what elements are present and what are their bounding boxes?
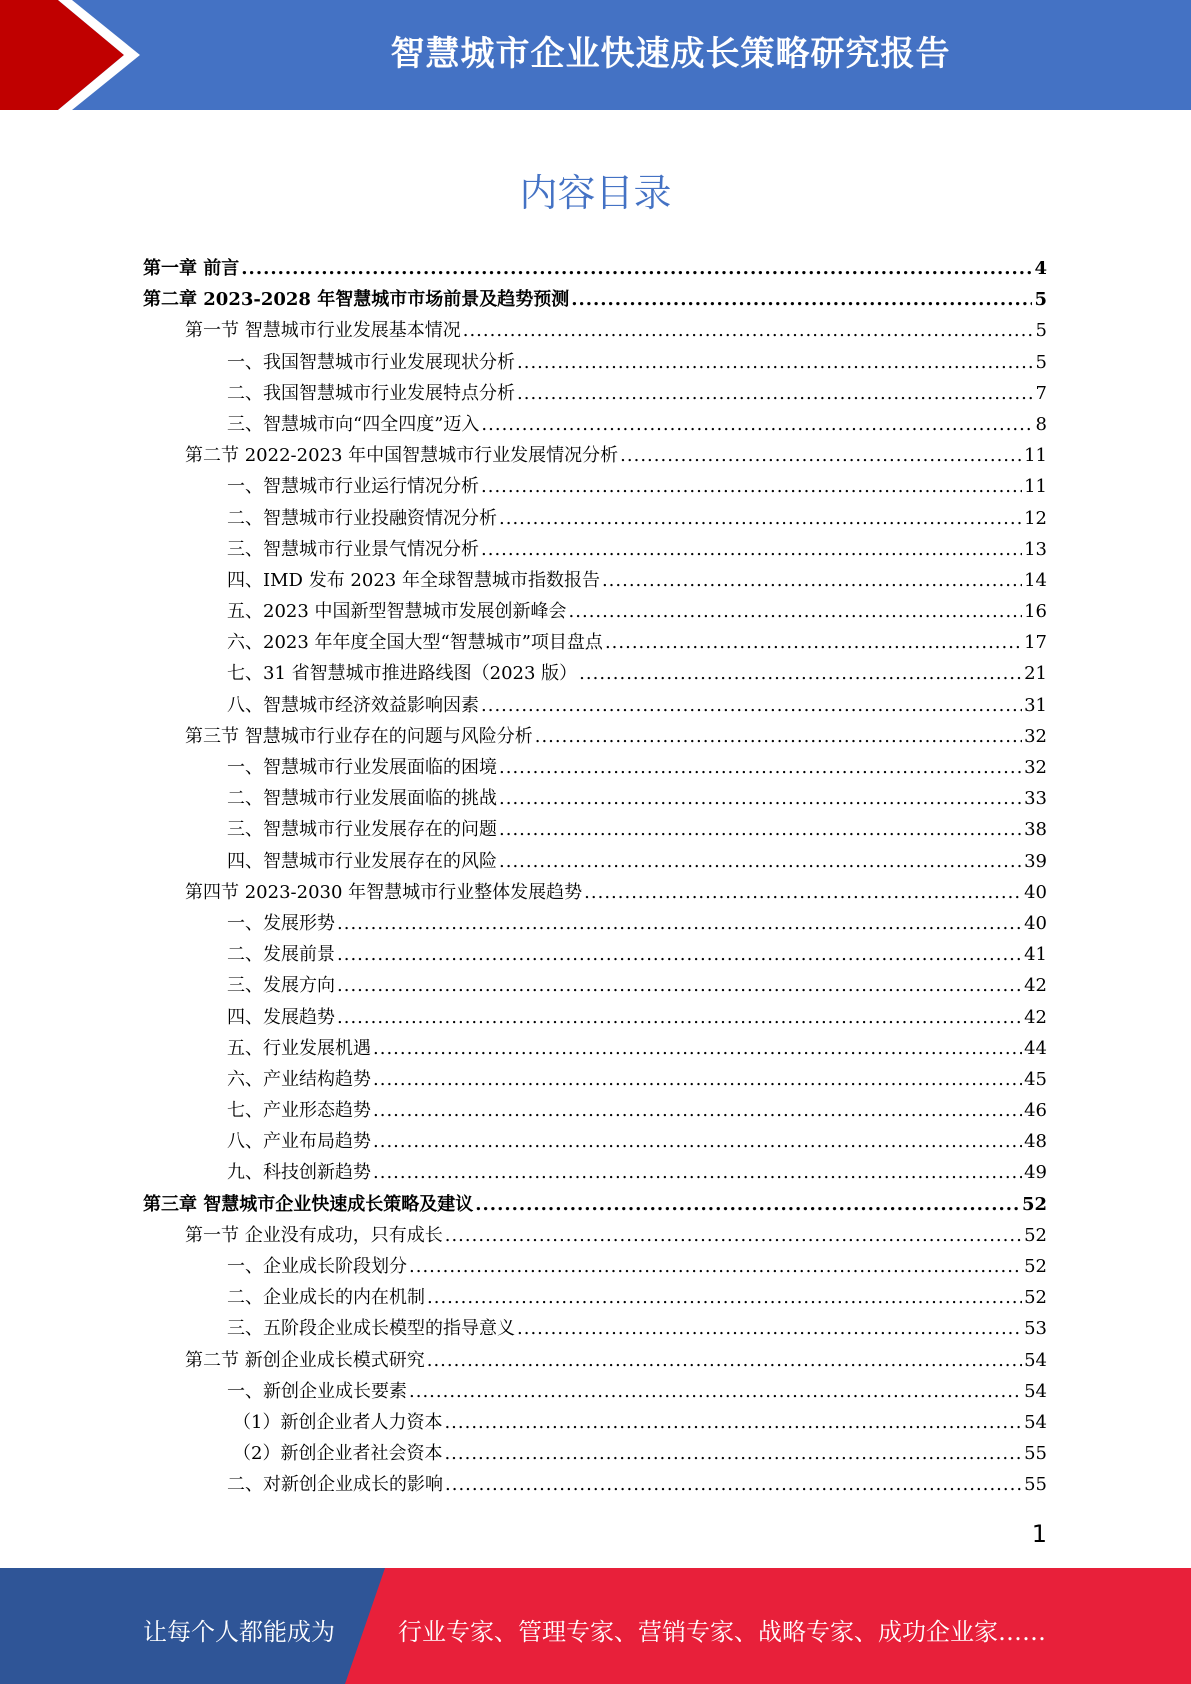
toc-entry[interactable]: [143, 1346, 1047, 1377]
toc-entry[interactable]: [143, 1096, 1047, 1127]
footer-slogan-right: 行业专家、管理专家、营销专家、战略专家、成功企业家……: [398, 1618, 1046, 1646]
toc-entry-page: 55: [1024, 1474, 1047, 1496]
table-of-contents: [143, 254, 1047, 1502]
toc-entry[interactable]: [143, 472, 1047, 503]
toc-dot-leader: [569, 601, 1023, 622]
toc-entry-page: 4: [1034, 258, 1047, 279]
toc-entry-page: 52: [1021, 1193, 1047, 1215]
toc-dot-leader: [602, 570, 1022, 591]
toc-entry-page: 38: [1024, 819, 1047, 841]
toc-entry[interactable]: [143, 659, 1047, 690]
toc-entry-title: 第四节 2023-2030 年智慧城市行业整体发展趋势: [185, 881, 583, 903]
toc-dot-leader: [481, 476, 1022, 497]
toc-dot-leader: [463, 320, 1034, 341]
toc-entry-page: 31: [1024, 694, 1047, 716]
toc-dot-leader: [620, 445, 1022, 466]
toc-entry-title: 二、我国智慧城市行业发展特点分析: [227, 382, 515, 404]
toc-entry-page: 52: [1024, 1287, 1047, 1309]
toc-dot-leader: [499, 508, 1022, 529]
toc-entry-title: 第一节 企业没有成功，只有成长: [185, 1224, 443, 1246]
toc-entry[interactable]: [143, 1003, 1047, 1034]
toc-dot-leader: [584, 882, 1022, 903]
toc-entry-page: 54: [1024, 1349, 1047, 1371]
toc-dot-leader: [444, 1443, 1022, 1464]
toc-entry[interactable]: [143, 847, 1047, 878]
toc-entry[interactable]: [143, 940, 1047, 971]
toc-entry-title: 五、行业发展机遇: [227, 1037, 371, 1059]
toc-entry-title: 三、智慧城市向“四全四度”迈入: [227, 413, 480, 435]
toc-entry-page: 42: [1024, 1006, 1047, 1028]
toc-dot-leader: [373, 1038, 1022, 1059]
toc-entry[interactable]: [143, 1190, 1047, 1221]
toc-entry[interactable]: [143, 535, 1047, 566]
toc-entry-title: 第三节 智慧城市行业存在的问题与风险分析: [185, 725, 533, 747]
toc-entry[interactable]: [143, 753, 1047, 784]
toc-entry-page: 45: [1024, 1068, 1047, 1090]
toc-entry-page: 7: [1035, 382, 1047, 404]
report-header: [0, 0, 1191, 110]
toc-entry-page: 33: [1024, 788, 1047, 810]
toc-dot-leader: [241, 258, 1032, 279]
toc-entry[interactable]: [143, 441, 1047, 472]
toc-entry-title: 三、智慧城市行业景气情况分析: [227, 538, 479, 560]
toc-entry-page: 40: [1024, 881, 1047, 903]
report-footer: [0, 1568, 1191, 1684]
toc-entry-page: 14: [1024, 569, 1047, 591]
toc-dot-leader: [481, 414, 1033, 435]
toc-entry-title: 四、智慧城市行业发展存在的风险: [227, 850, 497, 872]
toc-entry-page: 13: [1024, 538, 1047, 560]
toc-entry-page: 16: [1024, 601, 1047, 623]
toc-entry-page: 42: [1024, 975, 1047, 997]
toc-entry[interactable]: [143, 1314, 1047, 1345]
toc-entry-title: （1）新创企业者人力资本: [233, 1411, 443, 1433]
toc-dot-leader: [517, 352, 1034, 373]
toc-entry-title: 一、发展形势: [227, 912, 335, 934]
toc-entry[interactable]: [143, 285, 1047, 316]
toc-entry-page: 11: [1024, 445, 1047, 467]
toc-entry-page: 21: [1024, 663, 1047, 685]
toc-entry-page: 54: [1024, 1380, 1047, 1402]
toc-entry[interactable]: [143, 348, 1047, 379]
toc-entry-title: 一、智慧城市行业运行情况分析: [227, 476, 479, 498]
report-title: 智慧城市企业快速成长策略研究报告: [390, 34, 951, 74]
toc-dot-leader: [373, 1069, 1022, 1090]
toc-entry-title: 一、新创企业成长要素: [227, 1380, 407, 1402]
toc-dot-leader: [499, 788, 1022, 809]
toc-entry-page: 32: [1024, 757, 1047, 778]
toc-dot-leader: [517, 383, 1034, 404]
toc-entry[interactable]: [143, 691, 1047, 722]
toc-dot-leader: [475, 1194, 1020, 1215]
toc-entry-page: 41: [1024, 944, 1047, 966]
toc-entry-page: 52: [1024, 1256, 1047, 1277]
toc-entry[interactable]: [143, 566, 1047, 597]
toc-entry-title: 四、IMD 发布 2023 年全球智慧城市指数报告: [227, 569, 600, 591]
toc-entry[interactable]: [143, 1408, 1047, 1439]
toc-entry-page: 48: [1024, 1131, 1047, 1153]
toc-entry-title: 六、产业结构趋势: [227, 1068, 371, 1090]
toc-entry[interactable]: [143, 1065, 1047, 1096]
toc-entry-page: 40: [1024, 912, 1047, 934]
toc-entry-title: 二、智慧城市行业发展面临的挑战: [227, 788, 497, 810]
toc-dot-leader: [427, 1287, 1022, 1308]
toc-dot-leader: [445, 1474, 1022, 1495]
toc-dot-leader: [481, 695, 1022, 716]
toc-dot-leader: [409, 1256, 1022, 1277]
toc-dot-leader: [445, 1225, 1022, 1246]
toc-entry-page: 8: [1035, 413, 1047, 435]
toc-entry-title: 四、发展趋势: [227, 1006, 335, 1028]
toc-entry-page: 17: [1024, 632, 1047, 654]
toc-entry-title: 二、对新创企业成长的影响: [227, 1474, 443, 1496]
toc-entry-page: 46: [1024, 1100, 1047, 1122]
toc-entry-title: 七、产业形态趋势: [227, 1100, 371, 1122]
toc-dot-leader: [409, 1381, 1022, 1402]
toc-entry-title: 第一章 前言: [143, 258, 240, 279]
toc-entry-title: 七、31 省智慧城市推进路线图（2023 版）: [227, 663, 578, 685]
toc-entry-title: 二、智慧城市行业投融资情况分析: [227, 507, 497, 529]
toc-entry-title: 一、我国智慧城市行业发展现状分析: [227, 351, 515, 373]
toc-entry[interactable]: [143, 316, 1047, 347]
toc-entry-title: 一、企业成长阶段划分: [227, 1256, 407, 1277]
toc-entry-page: 54: [1024, 1411, 1047, 1433]
toc-entry-page: 49: [1024, 1162, 1047, 1184]
toc-dot-leader: [427, 1350, 1022, 1371]
toc-entry[interactable]: [143, 1127, 1047, 1158]
toc-entry[interactable]: [143, 1158, 1047, 1189]
toc-entry-page: 12: [1024, 507, 1047, 529]
toc-entry-title: 五、2023 中国新型智慧城市发展创新峰会: [227, 601, 567, 623]
toc-entry-title: 八、智慧城市经济效益影响因素: [227, 694, 479, 716]
toc-entry-title: （2）新创企业者社会资本: [233, 1443, 443, 1465]
toc-entry-title: 三、五阶段企业成长模型的指导意义: [227, 1318, 515, 1340]
header-arrow-decoration: [0, 0, 160, 110]
toc-entry[interactable]: [143, 628, 1047, 659]
toc-dot-leader: [499, 819, 1022, 840]
toc-entry-page: 11: [1024, 476, 1047, 498]
toc-dot-leader: [517, 1318, 1022, 1339]
toc-entry-page: 44: [1024, 1037, 1047, 1059]
toc-entry-title: 第三章 智慧城市企业快速成长策略及建议: [143, 1193, 474, 1215]
toc-entry-title: 八、产业布局趋势: [227, 1131, 371, 1153]
toc-entry-page: 55: [1024, 1443, 1047, 1465]
toc-entry[interactable]: [143, 722, 1047, 753]
toc-entry-title: 三、发展方向: [227, 975, 335, 997]
page-number: 1: [1031, 1520, 1047, 1548]
toc-dot-leader: [337, 975, 1022, 996]
toc-entry-title: 三、智慧城市行业发展存在的问题: [227, 819, 497, 841]
toc-entry[interactable]: [143, 878, 1047, 909]
toc-entry[interactable]: [143, 1439, 1047, 1470]
toc-entry-page: 53: [1024, 1318, 1047, 1340]
toc-dot-leader: [337, 944, 1022, 965]
footer-slogan-left: 让每个人都能成为: [143, 1618, 335, 1646]
toc-entry[interactable]: [143, 1252, 1047, 1283]
toc-dot-leader: [373, 1131, 1022, 1152]
toc-entry-title: 第二节 2022-2023 年中国智慧城市行业发展情况分析: [185, 445, 619, 467]
toc-entry[interactable]: [143, 597, 1047, 628]
toc-entry-title: 一、智慧城市行业发展面临的困境: [227, 757, 497, 778]
toc-dot-leader: [579, 663, 1022, 684]
toc-entry-title: 第二章 2023-2028 年智慧城市市场前景及趋势预测: [143, 289, 570, 311]
toc-dot-leader: [499, 757, 1022, 778]
toc-dot-leader: [605, 632, 1022, 653]
toc-dot-leader: [373, 1162, 1022, 1183]
toc-entry-page: 5: [1035, 320, 1047, 342]
toc-dot-leader: [337, 1007, 1022, 1028]
toc-entry[interactable]: [143, 410, 1047, 441]
toc-entry[interactable]: [143, 1221, 1047, 1252]
toc-entry[interactable]: [143, 254, 1047, 285]
toc-entry-page: 39: [1024, 850, 1047, 872]
toc-dot-leader: [444, 1412, 1022, 1433]
toc-dot-leader: [373, 1100, 1022, 1121]
toc-dot-leader: [337, 913, 1022, 934]
toc-entry[interactable]: [143, 784, 1047, 815]
toc-dot-leader: [499, 851, 1022, 872]
toc-dot-leader: [535, 726, 1022, 747]
toc-entry[interactable]: [143, 379, 1047, 410]
toc-entry-page: 5: [1035, 351, 1047, 373]
toc-entry[interactable]: [143, 815, 1047, 846]
toc-entry[interactable]: [143, 504, 1047, 535]
toc-entry[interactable]: [143, 1283, 1047, 1314]
toc-entry[interactable]: [143, 971, 1047, 1002]
toc-entry-page: 5: [1034, 289, 1047, 311]
toc-dot-leader: [481, 539, 1022, 560]
toc-entry-page: 52: [1024, 1224, 1047, 1246]
toc-heading: 内容目录: [519, 171, 672, 215]
toc-entry[interactable]: [143, 1034, 1047, 1065]
toc-entry-title: 二、企业成长的内在机制: [227, 1287, 425, 1309]
toc-dot-leader: [571, 289, 1032, 310]
toc-entry-title: 六、2023 年年度全国大型“智慧城市”项目盘点: [227, 632, 603, 654]
toc-entry[interactable]: [143, 1470, 1047, 1501]
toc-entry-page: 32: [1024, 725, 1047, 747]
toc-entry-title: 九、科技创新趋势: [227, 1162, 371, 1184]
toc-entry-title: 二、发展前景: [227, 944, 335, 966]
toc-entry[interactable]: [143, 909, 1047, 940]
toc-entry-title: 第二节 新创企业成长模式研究: [185, 1349, 425, 1371]
toc-entry[interactable]: [143, 1377, 1047, 1408]
toc-entry-title: 第一节 智慧城市行业发展基本情况: [185, 320, 461, 342]
